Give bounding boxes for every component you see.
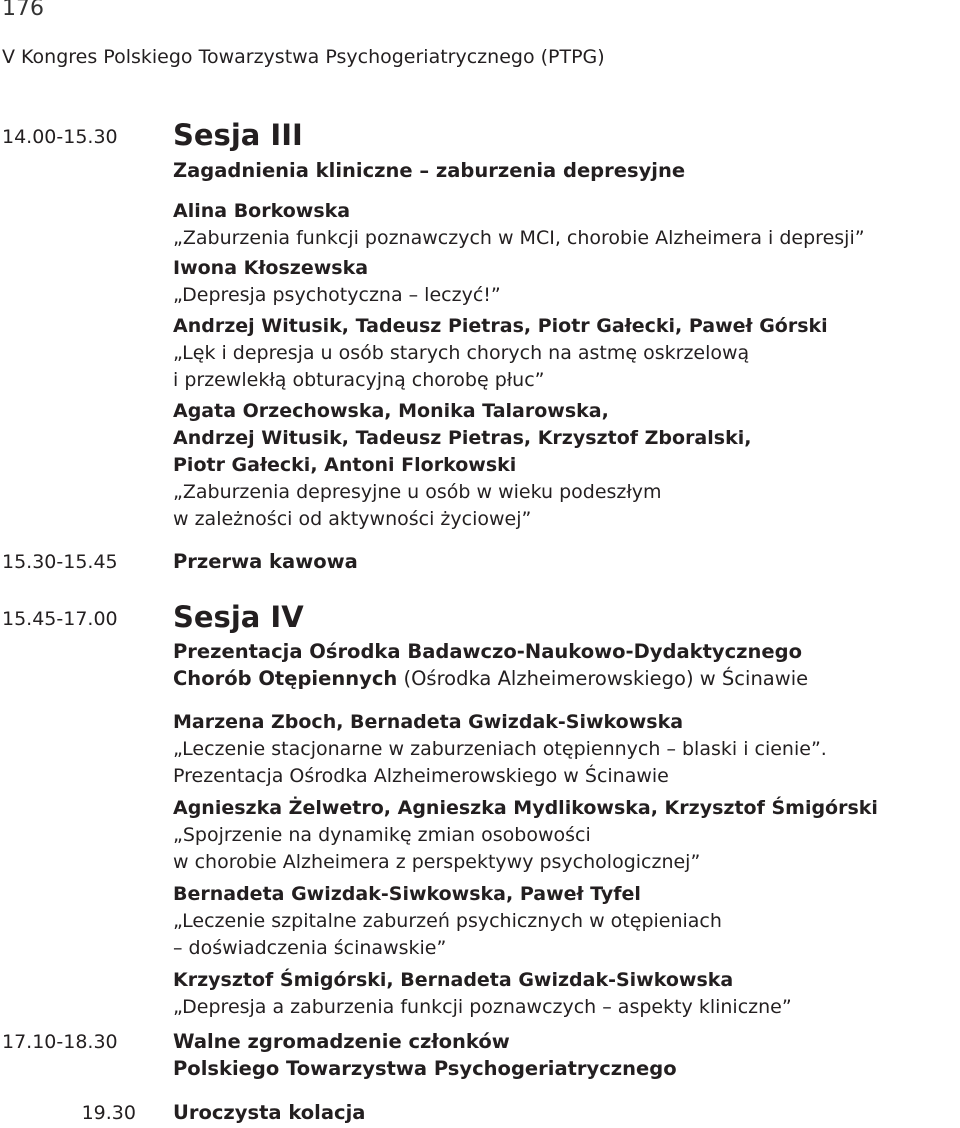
break-label: Przerwa kawowa: [173, 550, 358, 573]
talk-title: w chorobie Alzheimera z perspektywy psychologicznej”: [173, 851, 701, 873]
assembly-content: [173, 1028, 958, 1082]
session-subtitle: Zagadnienia kliniczne – zaburzenia depresyjne: [173, 159, 686, 182]
presentation-heading: [173, 638, 958, 692]
presentation-normal-part: (Ośrodka Alzheimerowskiego) w Ścinawie: [397, 667, 809, 690]
session-content: [173, 600, 958, 1021]
session-title: Sesja IV: [173, 600, 304, 634]
talk-item: [173, 709, 958, 790]
running-header: V Kongres Polskiego Towarzystwa Psychogeriatrycznego (PTPG): [2, 46, 605, 68]
page-number: 176: [2, 0, 44, 21]
talk-title: „Depresja psychotyczna – leczyć!”: [173, 284, 501, 306]
talk-authors: Krzysztof Śmigórski, Bernadeta Gwizdak-Siwkowska: [173, 969, 734, 991]
talk-authors: Marzena Zboch, Bernadeta Gwizdak-Siwkowska: [173, 711, 684, 733]
talk-title: „Spojrzenie na dynamikę zmian osobowości: [173, 824, 591, 846]
talk-title: i przewlekłą obturacyjną chorobę płuc”: [173, 369, 545, 391]
talk-item: [173, 881, 958, 962]
talk-title: „Leczenie szpitalne zaburzeń psychicznych w otępieniach: [173, 910, 722, 932]
break-time: 15.30-15.45: [2, 551, 118, 573]
presentation-bold-part: Chorób Otępiennych: [173, 667, 398, 690]
talk-item: [173, 398, 958, 533]
talk-title: „Depresja a zaburzenia funkcji poznawczych – aspekty kliniczne”: [173, 996, 792, 1018]
talk-title: – doświadczenia ścinawskie”: [173, 937, 447, 959]
talk-authors: Iwona Kłoszewska: [173, 257, 369, 279]
session-time: 14.00-15.30: [2, 126, 118, 148]
talk-authors: Bernadeta Gwizdak-Siwkowska, Paweł Tyfel: [173, 883, 641, 905]
talk-title: w zależności od aktywności życiowej”: [173, 508, 532, 530]
talk-title: „Zaburzenia funkcji poznawczych w MCI, chorobie Alzheimera i depresji”: [173, 227, 865, 249]
dinner-label: Uroczysta kolacja: [173, 1101, 366, 1124]
session-title: Sesja III: [173, 118, 303, 152]
talk-title: „Leczenie stacjonarne w zaburzeniach otępiennych – blaski i cienie”.: [173, 738, 827, 760]
talk-authors: Agnieszka Żelwetro, Agnieszka Mydlikowska, Krzysztof Śmigórski: [173, 797, 878, 819]
talk-authors: Andrzej Witusik, Tadeusz Pietras, Piotr Gałecki, Paweł Górski: [173, 315, 828, 337]
talk-item: [173, 198, 958, 252]
talk-authors: Andrzej Witusik, Tadeusz Pietras, Krzysztof Zboralski,: [173, 427, 752, 449]
dinner-time: 19.30: [81, 1102, 136, 1124]
talk-authors: Piotr Gałecki, Antoni Florkowski: [173, 454, 517, 476]
talk-item: [173, 795, 958, 876]
presentation-line: [173, 665, 958, 692]
assembly-line: Polskiego Towarzystwa Psychogeriatrycznego: [173, 1057, 677, 1080]
session-content: [173, 118, 958, 533]
assembly-line: Walne zgromadzenie członków: [173, 1030, 510, 1053]
assembly-time: 17.10-18.30: [2, 1031, 118, 1053]
talk-title: „Lęk i depresja u osób starych chorych na astmę oskrzelową: [173, 342, 750, 364]
talk-item: [173, 967, 958, 1021]
talk-item: [173, 313, 958, 394]
talk-authors: Alina Borkowska: [173, 200, 351, 222]
session-time: 15.45-17.00: [2, 608, 118, 630]
talk-title: „Zaburzenia depresyjne u osób w wieku podeszłym: [173, 481, 662, 503]
presentation-line: Prezentacja Ośrodka Badawczo-Naukowo-Dydaktycznego: [173, 640, 802, 663]
talk-title: Prezentacja Ośrodka Alzheimerowskiego w Ścinawie: [173, 765, 669, 787]
talk-item: [173, 255, 958, 309]
talk-authors: Agata Orzechowska, Monika Talarowska,: [173, 400, 609, 422]
